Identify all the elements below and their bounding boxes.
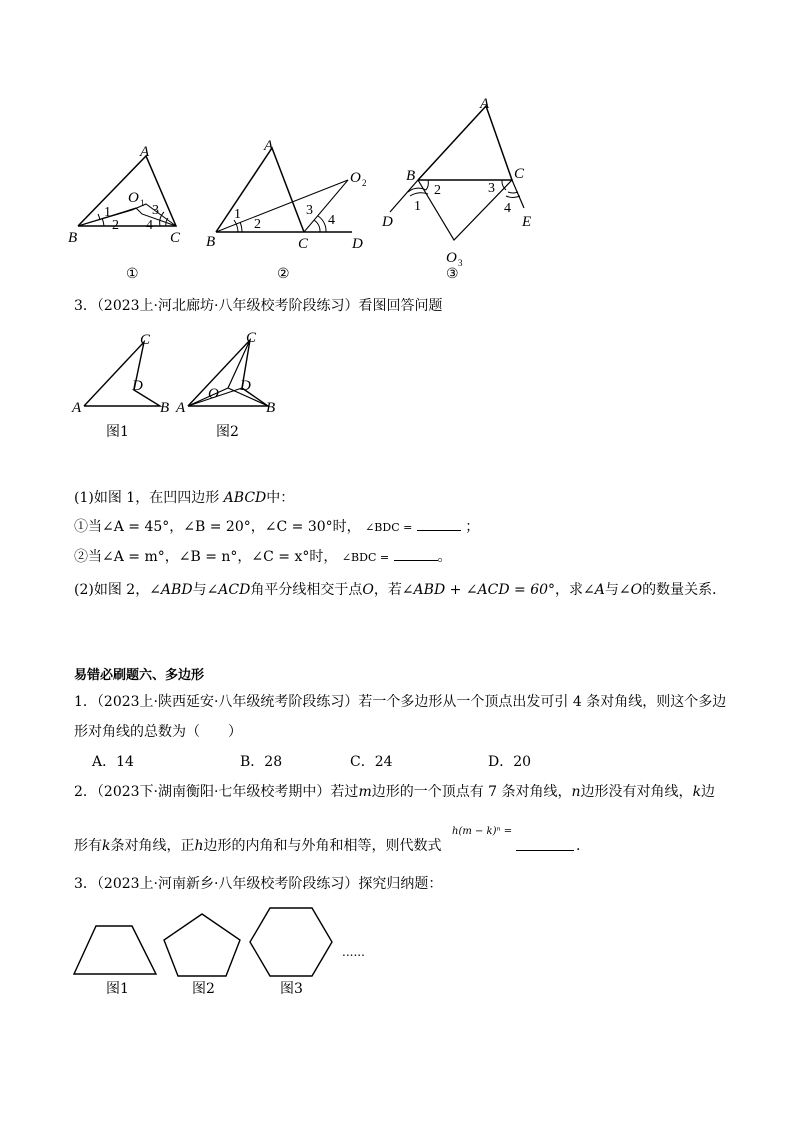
q3a-sub1-mid: 时， [332,519,361,535]
fig1-angle-2: 2 [112,218,119,233]
q3a-sub1-end: ； [465,519,480,535]
q3b-figure-trapezoid [70,922,160,978]
q3a-source: （2023上·河北廊坊·八年级校考阶段练习）看图回答问题 [96,298,443,314]
q3a-part2-e: 角平分线相交于点 [250,582,363,598]
q3a-sub1-cond: ∠A = 45°，∠B = 20°，∠C = 30° [102,519,333,535]
q3a-part2-m: 的数量关系． [642,582,727,598]
fig3-label-E: E [522,214,532,230]
fig2-label-B: B [206,234,216,250]
fig1-label-C: C [170,230,181,246]
fig2-angle-1: 1 [234,207,241,222]
fig2-angle-3: 3 [306,203,313,218]
figure-1-caption: ① [126,266,139,282]
q3a-sub1-answer-blank[interactable] [417,516,461,531]
q1-line2: 形对角线的总数为（ ） [74,724,242,740]
fig3-angle-4: 4 [504,201,511,216]
q2-l2-k: k [102,838,111,854]
q3a-sub2-answer-blank[interactable] [394,546,438,561]
q2-l2-a: 形有 [74,838,102,854]
q3a-part2-c: 与 [192,582,207,598]
fig2-label-O-sub: 2 [362,178,367,188]
q3a-part2-b: ∠ABD [149,582,193,598]
q3a-caption-2: 图2 [216,424,239,440]
figure-2-caption: ② [277,266,290,282]
fig1-angle-3: 3 [152,203,159,218]
q3a-part1-shape: ABCD [223,490,267,506]
q3a-sub2-end: 。 [437,549,452,565]
q3a-part2-i: ，求 [555,582,584,598]
q2-expression: h(m − k)ⁿ = [452,826,513,837]
q1-option-d[interactable]: D．20 [488,754,532,770]
q3a-f2-C: C [246,330,257,346]
fig3-label-A: A [480,96,490,112]
q1-option-b[interactable]: B．28 [240,754,283,770]
q2-l1-a: 2．（2023下·湖南衡阳·七年级校考期中）若过 [74,784,359,800]
fig3-label-D: D [382,214,393,230]
q3a-f1-C: C [140,332,151,348]
q3a-part2-f: O [362,582,374,598]
fig1-label-B: B [68,230,78,246]
q3a-part1 [74,488,294,508]
q2-end: . [576,838,581,854]
q3a-part1-intro: (1)如图 1，在凹四边形 [74,490,220,506]
fig1-label-A: A [140,144,150,160]
fig3-label-O: O [446,250,457,266]
q3a-part1-end: 中： [266,490,295,506]
q3a-f2-B: B [266,400,276,416]
fig3-label-O-sub: 3 [458,258,463,268]
q2-line1 [74,782,715,802]
q3b-caption-1: 图1 [106,981,129,997]
figure-2-triangle [200,130,380,250]
fig2-label-A: A [264,138,274,154]
fig1-angle-1: 1 [104,205,111,220]
q2-l1-n: n [571,784,581,800]
fig1-angle-4: 4 [146,218,153,233]
q3a-f2-D: D [240,378,251,394]
q2-answer-blank[interactable] [516,836,574,851]
q3b-ellipsis: ...... [342,945,365,959]
q3a-part2 [74,580,726,600]
fig2-label-C: C [298,236,309,250]
q2-l2-c: 边形的内角和与外角和相等，则代数式 [203,838,442,854]
q2-l1-m: m [358,784,372,800]
q3b-caption-3: 图3 [280,981,303,997]
q3a-part2-k: 与 [604,582,619,598]
q3b-line: 3．（2023上·河南新乡·八年级校考阶段练习）探究归纳题： [74,876,443,892]
q3a-part2-g: ，若 [373,582,402,598]
fig2-label-D: D [352,236,363,250]
q3a-sub1 [74,516,479,538]
fig3-label-C: C [514,166,525,182]
figure-3-caption: ③ [446,266,459,282]
q3a-header [74,296,442,316]
section-heading: 易错必刷题六、多边形 [74,668,205,683]
fig2-label-O: O [350,170,361,186]
q1-line1: 1．（2023上·陕西延安·八年级统考阶段练习）若一个多边形从一个顶点出发可引 4 条对角线，则这个多边 [74,694,727,710]
q3b-figure-pentagon [160,910,244,980]
q3a-part2-h: ∠ABD + ∠ACD = 60° [401,582,556,598]
fig3-angle-2: 2 [434,183,441,198]
q1-option-c[interactable]: C．24 [350,754,393,770]
fig2-angle-4: 4 [328,213,335,228]
q3b-caption-2: 图2 [192,981,215,997]
q3a-part2-d: ∠ACD [206,582,251,598]
q3a-f1-A: A [72,400,82,416]
q3a-figure-1 [70,326,180,416]
q3a-sub2-ask: ∠BDC = [341,551,390,564]
q2-l2-h: h [194,838,204,854]
q2-l2-b: 条对角线，正 [110,838,195,854]
q3a-sub2-mid: 时， [309,549,338,565]
q3a-f2-O: O [208,386,219,402]
q3a-part2-j: ∠A [583,582,605,598]
q3a-sub1-prefix: ①当 [74,519,102,535]
q1-option-a[interactable]: A．14 [92,754,134,770]
q2-l1-c: 边形没有对角线， [580,784,693,800]
figure-1-triangle [60,130,200,250]
fig1-label-O-sub: 1 [140,198,145,208]
q3a-part2-a: (2)如图 2， [74,582,150,598]
figure-3-triangle [380,92,540,272]
q3a-f1-B: B [160,400,170,416]
q3a-sub2-cond: ∠A = m°，∠B = n°，∠C = x° [102,549,310,565]
q3a-f2-A: A [176,400,186,416]
fig2-angle-2: 2 [254,217,261,232]
q2-l1-d: 边 [701,784,716,800]
q3a-number: 3． [74,298,97,314]
q3a-caption-1: 图1 [106,424,129,440]
q3b-figure-hexagon [246,904,336,980]
fig3-angle-1: 1 [414,199,421,214]
q2-line2 [74,836,442,856]
q3a-sub2-prefix: ②当 [74,549,102,565]
q3a-sub1-ask: ∠BDC = [365,521,413,534]
fig1-label-O: O [128,190,139,206]
q3a-f1-D: D [132,378,143,394]
q2-l1-k: k [692,784,702,800]
q2-l1-b: 边形的一个顶点有 7 条对角线， [371,784,572,800]
q3a-sub2 [74,546,452,568]
q3a-figure-2 [172,326,282,416]
fig3-angle-3: 3 [488,181,495,196]
fig3-label-B: B [406,168,416,184]
q3a-part2-l: ∠O [618,582,643,598]
